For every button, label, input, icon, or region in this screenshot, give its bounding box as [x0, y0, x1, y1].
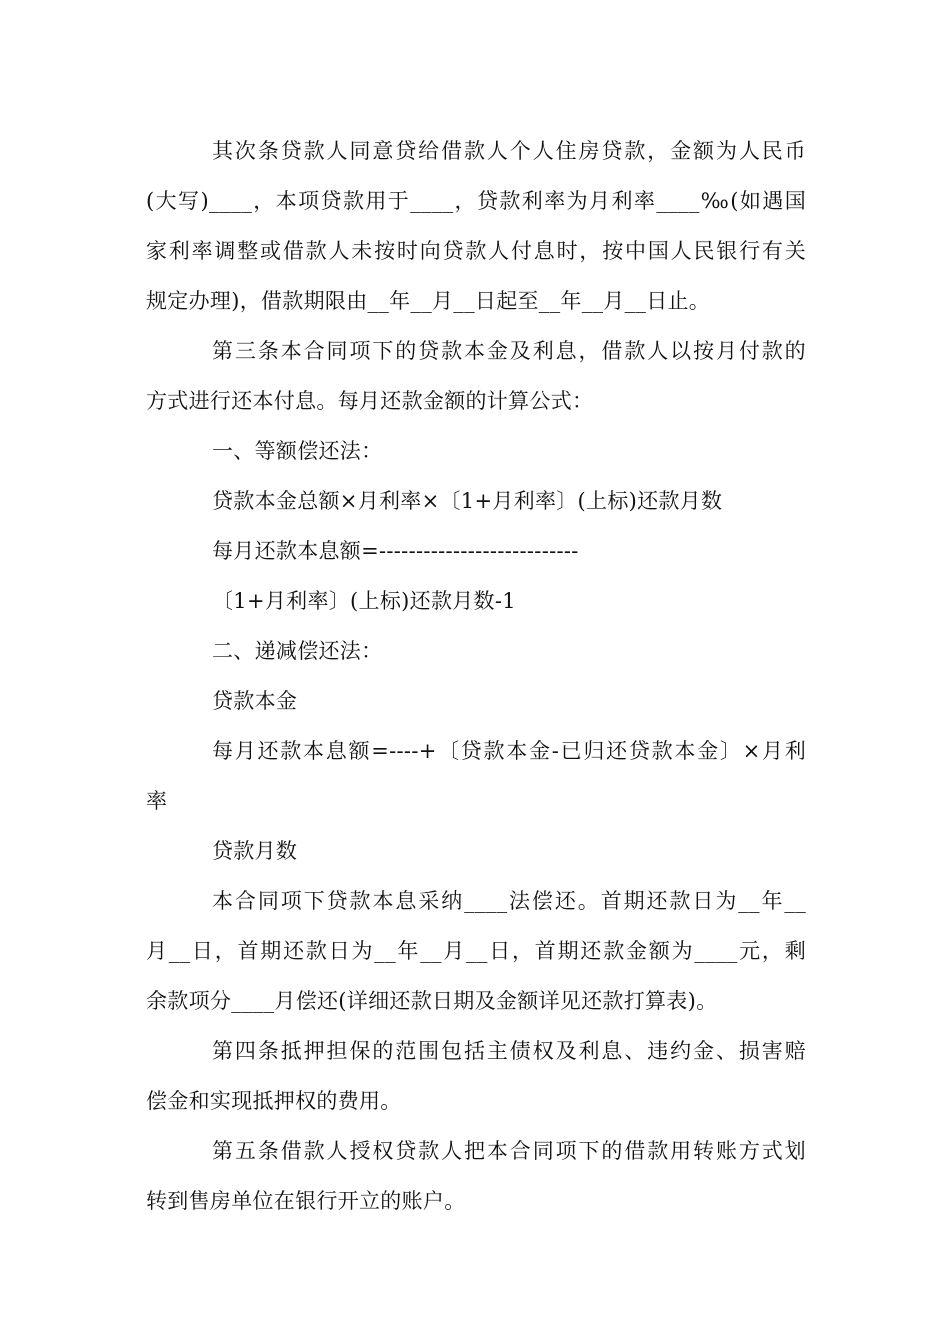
- text-line: 第三条本合同项下的贷款本金及利息，借款人以按月付款的: [212, 339, 806, 363]
- formula-denominator: 〔1+月利率〕(上标)还款月数-1: [212, 589, 516, 613]
- text-line: 第五条借款人授权贷款人把本合同项下的借款用转账方式划: [212, 1139, 806, 1163]
- formula-denominator: 贷款月数: [212, 839, 298, 863]
- text-line: 二、递减偿还法：: [212, 639, 383, 663]
- text-line: 一、等额偿还法：: [212, 439, 383, 463]
- text-line: 转到售房单位在银行开立的账户。: [146, 1189, 466, 1213]
- text-line: 率: [146, 789, 168, 813]
- formula-line: 每月还款本息额=----+〔贷款本金-已归还贷款本金〕×月利: [212, 739, 806, 763]
- text-line: 规定办理)，借款期限由__年__月__日起至__年__月__日止。: [146, 289, 711, 313]
- text-line: (大写)____，本项贷款用于____，贷款利率为月利率____‰(如遇国: [146, 189, 806, 213]
- text-line: 余款项分____月偿还(详细还款日期及金额详见还款打算表)。: [146, 989, 718, 1013]
- text-line: 偿金和实现抵押权的费用。: [146, 1089, 402, 1113]
- formula-numerator: 贷款本金: [212, 689, 298, 713]
- formula-line: 每月还款本息额=---------------------------: [212, 539, 579, 563]
- text-line: 家利率调整或借款人未按时向贷款人付息时，按中国人民银行有关: [146, 239, 806, 263]
- text-line: 其次条贷款人同意贷给借款人个人住房贷款，金额为人民币: [212, 139, 806, 163]
- text-line: 第四条抵押担保的范围包括主债权及利息、违约金、损害赔: [212, 1039, 806, 1063]
- formula-numerator: 贷款本金总额×月利率×〔1+月利率〕(上标)还款月数: [212, 489, 723, 513]
- text-line: 方式进行还本付息。每月还款金额的计算公式：: [146, 389, 594, 413]
- text-line: 月__日，首期还款日为__年__月__日，首期还款金额为____元，剩: [146, 939, 806, 963]
- text-line: 本合同项下贷款本息采纳____法偿还。首期还款日为__年__: [212, 889, 806, 913]
